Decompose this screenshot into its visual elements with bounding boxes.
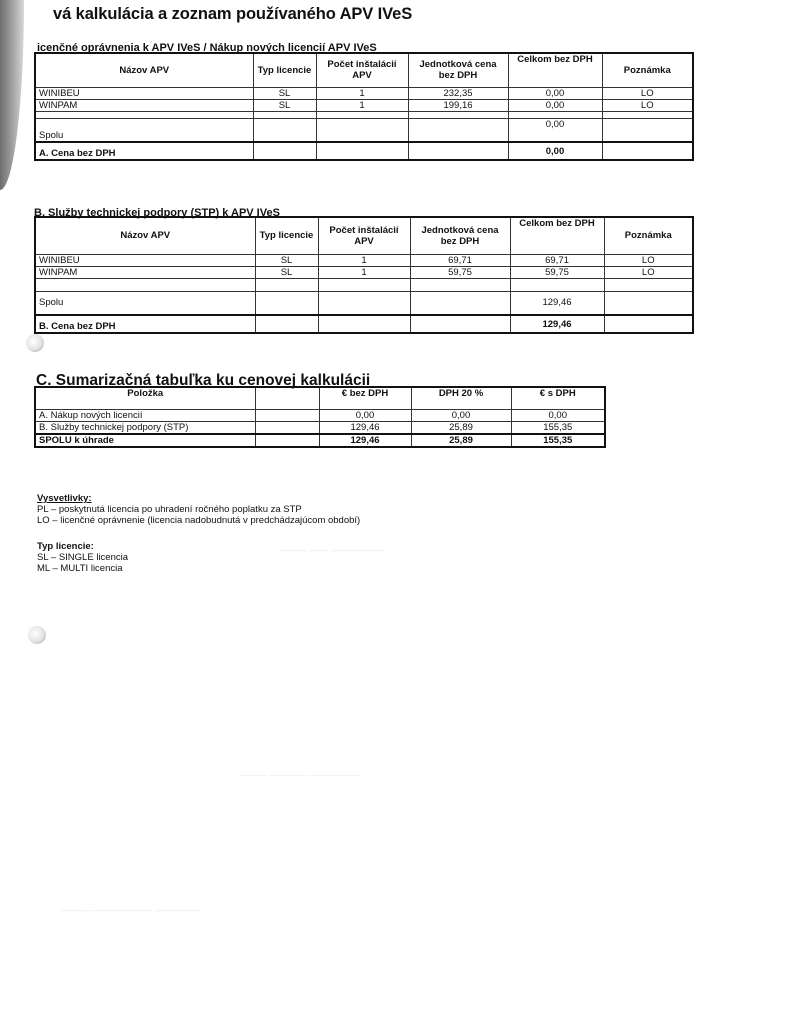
column-header: Názov APV [35,53,253,87]
table-row [35,266,693,278]
sum-value: 0,00 [508,118,602,142]
net-total: 129,46 [319,434,411,447]
license-type: SL [253,99,316,111]
total-label: B. Cena bez DPH [35,315,255,333]
unit-price: 232,35 [408,87,508,99]
row-note: LO [602,99,693,111]
column-header: Jednotková cena bez DPH [408,53,508,87]
install-count: 1 [318,254,410,266]
column-header: Celkom bez DPH [508,53,602,87]
table-row-total [35,315,693,333]
table-row [35,409,605,421]
table-row [35,421,605,434]
table-row-total [35,142,693,160]
license-type: SL [255,266,318,278]
column-header: Názov APV [35,217,255,254]
total-label: A. Cena bez DPH [35,142,253,160]
note-line: PL – poskytnutá licencia po uhradení ročného poplatku za STP [37,504,302,515]
apv-name: WINIBEU [35,254,255,266]
row-total: 0,00 [508,99,602,111]
row-note: LO [604,254,693,266]
bleed-through-text: ——— ———— —————— [240,770,363,780]
section-a-heading: icenčné oprávnenia k APV IVeS / Nákup nových licencií APV IVeS [37,42,377,54]
table-header-row [35,387,605,409]
table-row-total [35,434,605,447]
bleed-through-text: ——— ——————— ————— [60,905,201,915]
table-row-sum [35,291,693,315]
row-note: LO [604,266,693,278]
license-type-line: SL – SINGLE licencia [37,552,128,563]
column-header: Položka [35,387,255,409]
total-label: SPOLU k úhrade [35,434,255,447]
column-header: Celkom bez DPH [510,217,604,254]
license-type: SL [255,254,318,266]
notes-heading: Vysvetlivky: [37,493,92,504]
install-count: 1 [316,99,408,111]
unit-price: 59,75 [410,266,510,278]
table-header-row [35,53,693,87]
punch-hole [28,626,46,644]
note-line: LO – licenčné oprávnenie (licencia nadobudnutá v predchádzajúcom období) [37,515,361,526]
apv-name: WINPAM [35,266,255,278]
gross-amount: 155,35 [511,421,605,434]
column-header: € s DPH [511,387,605,409]
net-amount: 129,46 [319,421,411,434]
unit-price: 199,16 [408,99,508,111]
table-row-empty [35,111,693,118]
table-row [35,87,693,99]
install-count: 1 [318,266,410,278]
item-label: B. Služby technickej podpory (STP) [35,421,255,434]
net-amount: 0,00 [319,409,411,421]
table-row-sum [35,118,693,142]
license-type: SL [253,87,316,99]
gross-total: 155,35 [511,434,605,447]
apv-name: WINPAM [35,99,253,111]
vat-total: 25,89 [411,434,511,447]
section-b-table [34,216,694,334]
table-row [35,254,693,266]
legend-notes [37,493,360,526]
apv-name: WINIBEU [35,87,253,99]
sum-label: Spolu [35,291,255,315]
row-total: 0,00 [508,87,602,99]
license-type-line: ML – MULTI licencia [37,563,123,574]
row-total: 69,71 [510,254,604,266]
total-value: 129,46 [510,315,604,333]
column-header: Jednotková cena bez DPH [410,217,510,254]
gross-amount: 0,00 [511,409,605,421]
table-header-row [35,217,693,254]
column-header: Poznámka [604,217,693,254]
total-value: 0,00 [508,142,602,160]
license-types-heading: Typ licencie: [37,541,94,552]
install-count: 1 [316,87,408,99]
table-row-empty [35,278,693,291]
sum-label: Spolu [35,118,253,142]
document-title: vá kalkulácia a zoznam používaného APV IVeS [53,5,413,23]
sum-value: 129,46 [510,291,604,315]
vat-amount: 25,89 [411,421,511,434]
vat-amount: 0,00 [411,409,511,421]
column-header: Poznámka [602,53,693,87]
section-b-heading: B. Služby technickej podpory (STP) k APV IVeS [34,207,280,219]
row-total: 59,75 [510,266,604,278]
section-a-table [34,52,694,161]
column-header: Typ licencie [255,217,318,254]
page-curl [0,0,24,190]
summary-table [34,386,606,448]
license-types-notes [37,541,128,574]
column-header: Počet inštalácií APV [316,53,408,87]
column-header: Typ licencie [253,53,316,87]
table-row [35,99,693,111]
column-header: € bez DPH [319,387,411,409]
bleed-through-text: ——— —— —————— [280,545,385,555]
column-header: Počet inštalácií APV [318,217,410,254]
row-note: LO [602,87,693,99]
column-header: DPH 20 % [411,387,511,409]
unit-price: 69,71 [410,254,510,266]
punch-hole [26,334,44,352]
section-c-heading: C. Sumarizačná tabuľka ku cenovej kalkulácii [36,372,371,389]
item-label: A. Nákup nových licencií [35,409,255,421]
